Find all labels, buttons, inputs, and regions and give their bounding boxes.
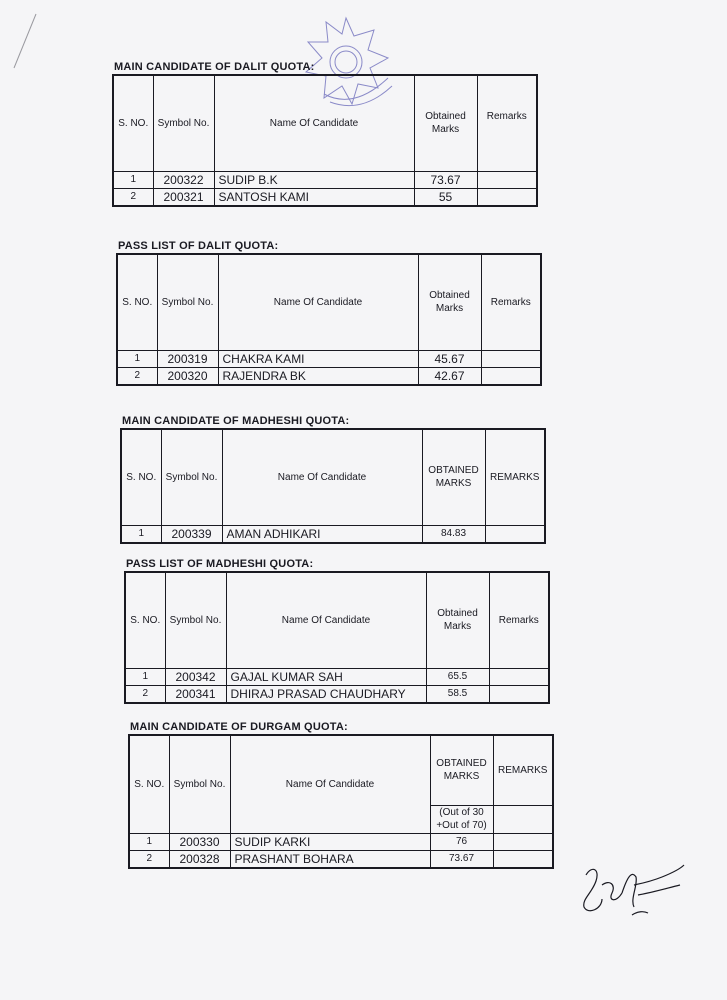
cell-symbol: 200322 bbox=[153, 171, 214, 188]
header-marks: Obtained Marks bbox=[414, 75, 477, 171]
candidate-table bbox=[124, 571, 550, 704]
cell-name: DHIRAJ PRASAD CHAUDHARY bbox=[226, 685, 426, 703]
cell-name: PRASHANT BOHARA bbox=[230, 850, 430, 868]
cell-symbol: 200330 bbox=[169, 833, 230, 850]
table-row bbox=[121, 525, 545, 543]
cell-marks: 42.67 bbox=[418, 367, 481, 385]
header-sno: S. NO. bbox=[121, 429, 161, 525]
cell-remarks bbox=[481, 367, 541, 385]
cell-symbol: 200320 bbox=[157, 367, 218, 385]
cell-sno: 1 bbox=[129, 833, 169, 850]
cell-remarks bbox=[477, 188, 537, 206]
table-row bbox=[117, 367, 541, 385]
cell-sno: 1 bbox=[125, 668, 165, 685]
section-dalit-pass bbox=[116, 240, 542, 386]
cell-remarks bbox=[481, 350, 541, 367]
header-symbol: Symbol No. bbox=[157, 254, 218, 350]
cell-sno: 2 bbox=[125, 685, 165, 703]
pen-mark bbox=[10, 12, 40, 72]
header-remarks: REMARKS bbox=[493, 735, 553, 805]
candidate-table bbox=[116, 253, 542, 386]
section-title: MAIN CANDIDATE OF DALIT QUOTA: bbox=[114, 61, 315, 73]
header-remarks: Remarks bbox=[489, 572, 549, 668]
header-name: Name Of Candidate bbox=[230, 735, 430, 833]
cell-symbol: 200319 bbox=[157, 350, 218, 367]
cell-symbol: 200321 bbox=[153, 188, 214, 206]
candidate-table bbox=[112, 74, 538, 207]
cell-remarks bbox=[489, 685, 549, 703]
cell-sno: 2 bbox=[117, 367, 157, 385]
cell-marks: 58.5 bbox=[426, 685, 489, 703]
cell-name: SUDIP B.K bbox=[214, 171, 414, 188]
header-remarks: Remarks bbox=[477, 75, 537, 171]
cell-name: SUDIP KARKI bbox=[230, 833, 430, 850]
header-name: Name Of Candidate bbox=[218, 254, 418, 350]
table-row bbox=[117, 350, 541, 367]
cell-sno: 1 bbox=[121, 525, 161, 543]
cell-marks: 55 bbox=[414, 188, 477, 206]
cell-marks: 84.83 bbox=[422, 525, 485, 543]
cell-marks: 65.5 bbox=[426, 668, 489, 685]
cell-marks: 76 bbox=[430, 833, 493, 850]
table-row bbox=[125, 668, 549, 685]
table-row bbox=[113, 171, 537, 188]
cell-remarks bbox=[493, 850, 553, 868]
header-symbol: Symbol No. bbox=[169, 735, 230, 833]
section-dalit-main bbox=[112, 61, 538, 207]
header-sno: S. NO. bbox=[125, 572, 165, 668]
table-row bbox=[129, 833, 553, 850]
section-title: MAIN CANDIDATE OF MADHESHI QUOTA: bbox=[122, 415, 350, 427]
candidate-table bbox=[128, 734, 554, 869]
cell-name: RAJENDRA BK bbox=[218, 367, 418, 385]
cell-marks: 73.67 bbox=[414, 171, 477, 188]
header-marks: OBTAINED MARKS bbox=[430, 735, 493, 805]
header-remarks-blank bbox=[493, 805, 553, 833]
header-name: Name Of Candidate bbox=[226, 572, 426, 668]
cell-marks: 73.67 bbox=[430, 850, 493, 868]
cell-name: SANTOSH KAMI bbox=[214, 188, 414, 206]
header-marks: Obtained Marks bbox=[426, 572, 489, 668]
header-symbol: Symbol No. bbox=[153, 75, 214, 171]
header-symbol: Symbol No. bbox=[165, 572, 226, 668]
section-title: PASS LIST OF MADHESHI QUOTA: bbox=[126, 558, 314, 570]
cell-remarks bbox=[493, 833, 553, 850]
cell-remarks bbox=[477, 171, 537, 188]
section-madheshi-main bbox=[120, 415, 546, 544]
header-marks: Obtained Marks bbox=[418, 254, 481, 350]
cell-sno: 1 bbox=[113, 171, 153, 188]
header-remarks: Remarks bbox=[481, 254, 541, 350]
header-sno: S. NO. bbox=[113, 75, 153, 171]
cell-symbol: 200328 bbox=[169, 850, 230, 868]
header-remarks: REMARKS bbox=[485, 429, 545, 525]
cell-name: AMAN ADHIKARI bbox=[222, 525, 422, 543]
header-sno: S. NO. bbox=[117, 254, 157, 350]
cell-sno: 1 bbox=[117, 350, 157, 367]
section-madheshi-pass bbox=[124, 558, 550, 704]
cell-symbol: 200339 bbox=[161, 525, 222, 543]
header-marks: OBTAINED MARKS bbox=[422, 429, 485, 525]
cell-symbol: 200341 bbox=[165, 685, 226, 703]
section-durgam-main bbox=[128, 721, 554, 869]
cell-remarks bbox=[485, 525, 545, 543]
cell-remarks bbox=[489, 668, 549, 685]
section-title: MAIN CANDIDATE OF DURGAM QUOTA: bbox=[130, 721, 348, 733]
cell-name: GAJAL KUMAR SAH bbox=[226, 668, 426, 685]
candidate-table bbox=[120, 428, 546, 544]
cell-sno: 2 bbox=[129, 850, 169, 868]
cell-symbol: 200342 bbox=[165, 668, 226, 685]
header-sno: S. NO. bbox=[129, 735, 169, 833]
table-row bbox=[125, 685, 549, 703]
signature bbox=[572, 855, 692, 925]
cell-marks: 45.67 bbox=[418, 350, 481, 367]
table-row bbox=[129, 850, 553, 868]
section-title: PASS LIST OF DALIT QUOTA: bbox=[118, 240, 279, 252]
cell-sno: 2 bbox=[113, 188, 153, 206]
table-row bbox=[113, 188, 537, 206]
header-symbol: Symbol No. bbox=[161, 429, 222, 525]
marks-note: (Out of 30 +Out of 70) bbox=[430, 805, 493, 833]
header-name: Name Of Candidate bbox=[214, 75, 414, 171]
cell-name: CHAKRA KAMI bbox=[218, 350, 418, 367]
header-name: Name Of Candidate bbox=[222, 429, 422, 525]
